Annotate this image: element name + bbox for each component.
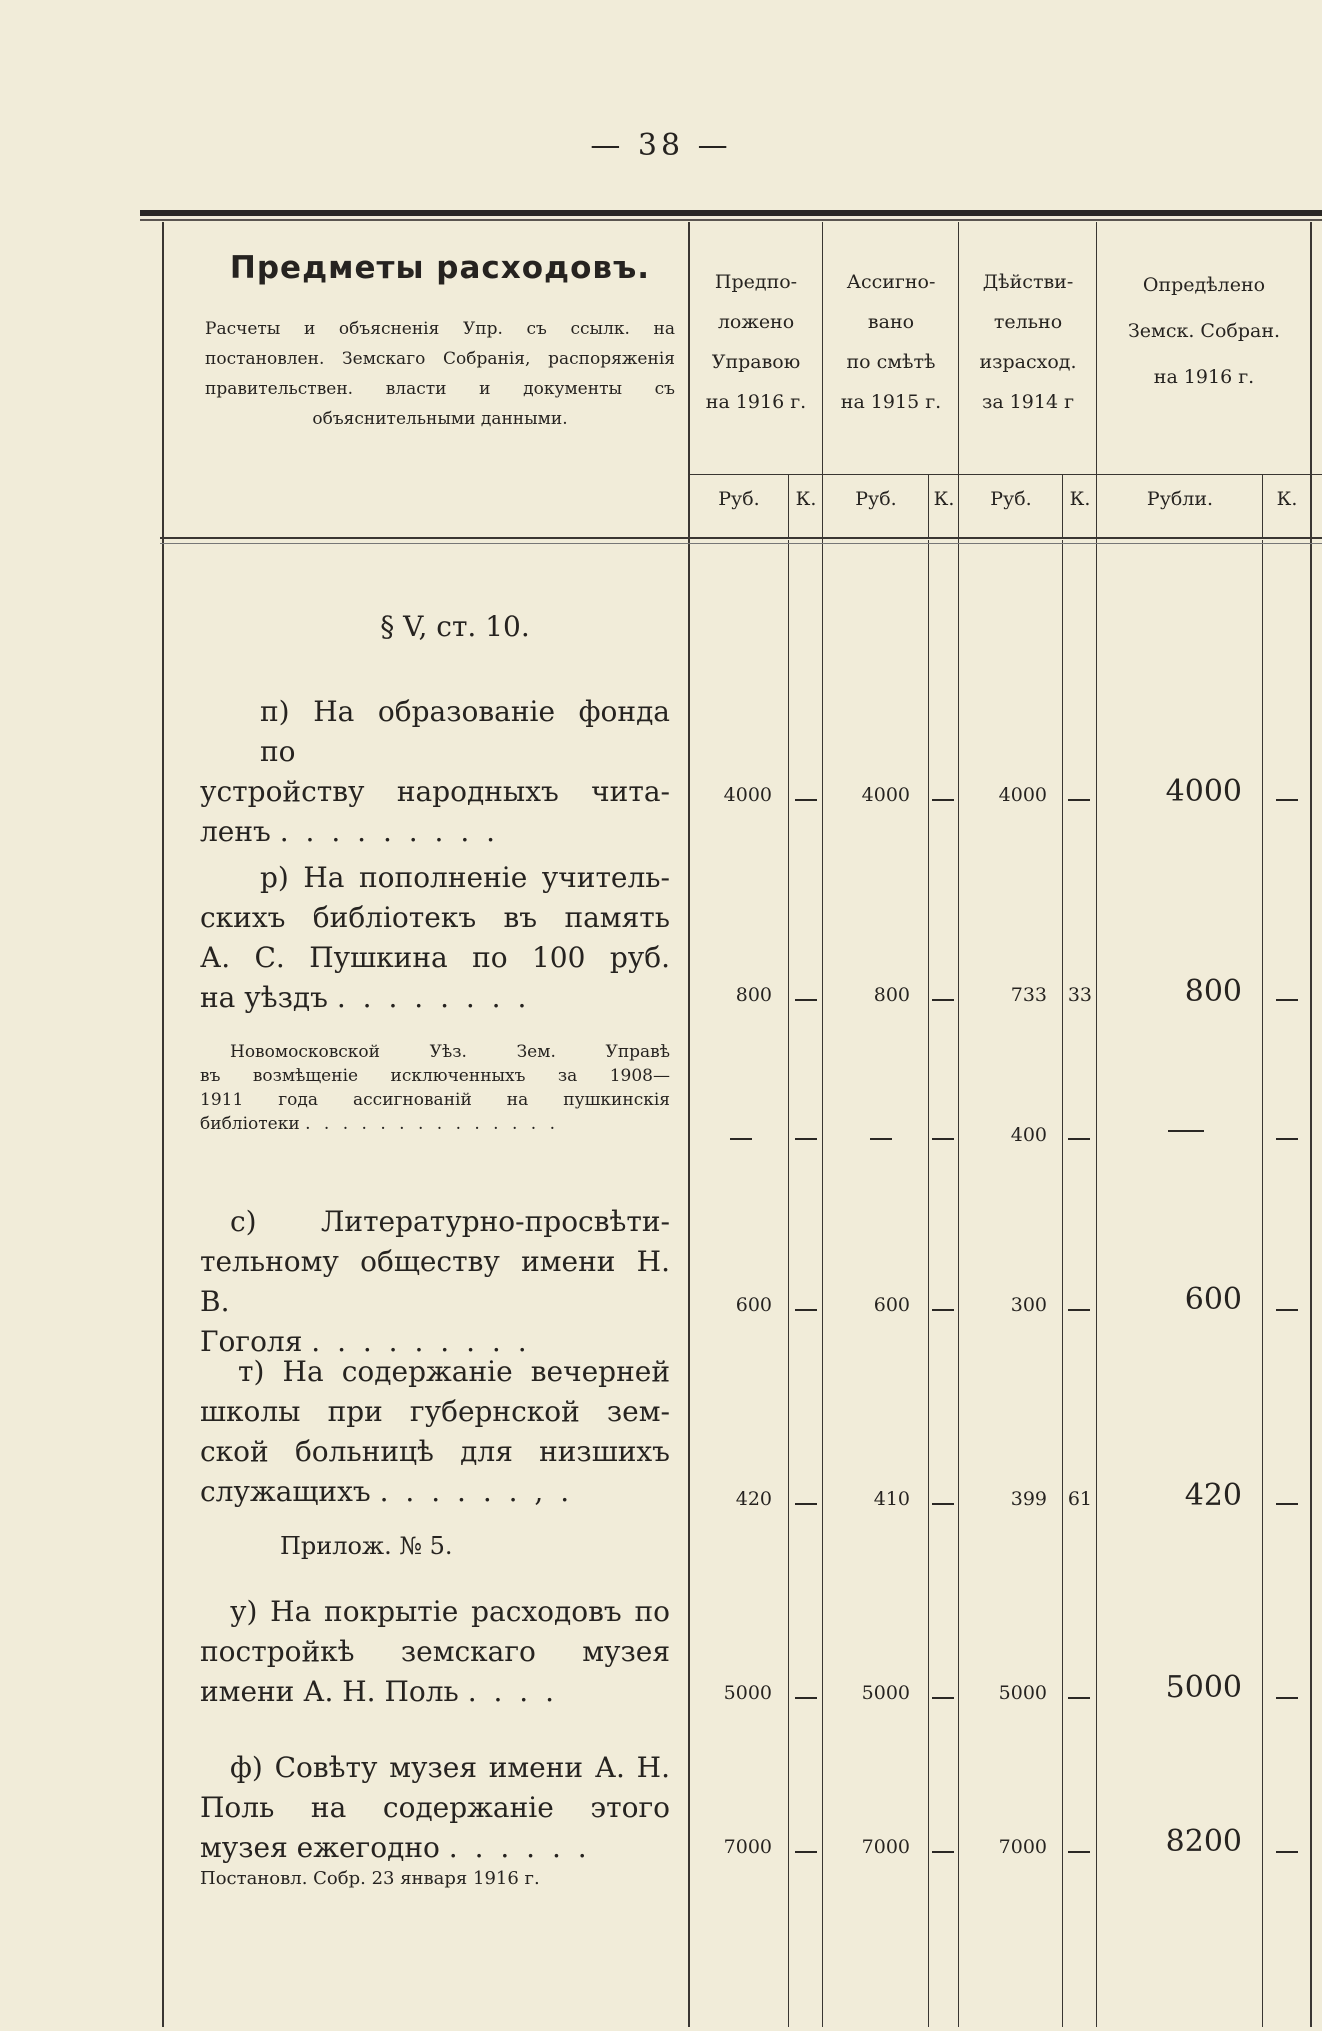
value-proposed: 7000 <box>723 1836 772 1858</box>
dash <box>795 999 817 1001</box>
dash <box>932 1138 954 1140</box>
column-header-decided: Опредѣлено Земск. Собран. на 1916 г. <box>1127 274 1281 388</box>
entry-r: р) На пополненіе учитель- скихъ библіотекъ въ память А. С. Пушкина по 100 руб. на уѣздъ . . . . . . . . <box>200 861 670 1014</box>
column-header-assigned: Ассигно- вано по смѣтѣ на 1915 г. <box>840 271 942 413</box>
dash <box>932 1697 954 1699</box>
units-separator <box>688 474 1322 475</box>
dash <box>795 799 817 801</box>
value-spent: 400 <box>1010 1124 1047 1146</box>
column-divider <box>1262 540 1263 2027</box>
unit-kop: К. <box>1069 488 1091 510</box>
unit-rub: Руб. <box>855 488 897 510</box>
value-assigned: 4000 <box>861 784 910 806</box>
entry-s: с) Литературно-просвѣти- тельному обществу имени Н. В. Гоголя . . . . . . . . . <box>200 1205 670 1358</box>
value-decided: 5000 <box>1165 1670 1242 1705</box>
dash <box>932 999 954 1001</box>
unit-kop: К. <box>795 488 817 510</box>
column-header-spent: Дѣйстви- тельно израсход. за 1914 г <box>979 271 1077 413</box>
dash <box>870 1138 892 1140</box>
resolution-note: Постановл. Собр. 23 января 1916 г. <box>200 1868 540 1889</box>
unit-rubli: Рубли. <box>1146 488 1214 510</box>
column-divider <box>1062 474 1063 538</box>
appendix-note: Прилож. № 5. <box>280 1532 453 1560</box>
table-title: Предметы расходовъ. <box>229 250 651 286</box>
value-proposed: 800 <box>735 984 772 1006</box>
dash <box>932 1503 954 1505</box>
column-divider <box>928 474 929 538</box>
column-divider <box>928 540 929 2027</box>
value-assigned: 800 <box>873 984 910 1006</box>
table-border-right <box>1310 222 1312 2027</box>
dash <box>1276 1697 1298 1699</box>
value-spent: 7000 <box>998 1836 1047 1858</box>
entry-p: п) На образованіе фонда по устройству народныхъ чита- ленъ . . . . . . . . . <box>200 695 670 848</box>
value-spent-kop: 33 <box>1067 984 1092 1006</box>
unit-rub: Руб. <box>990 488 1032 510</box>
dash <box>795 1851 817 1853</box>
dash <box>1276 799 1298 801</box>
value-assigned: 5000 <box>861 1682 910 1704</box>
entry-u: у) На покрытіе расходовъ по постройкѣ земскаго музея имени А. Н. Поль . . . . <box>200 1595 670 1708</box>
top-rule <box>140 210 1322 216</box>
column-divider <box>1096 222 1097 2027</box>
value-spent-kop: 61 <box>1067 1488 1092 1510</box>
dash <box>1276 1138 1298 1140</box>
unit-kop: К. <box>1276 488 1298 510</box>
table-border-left <box>162 222 164 2027</box>
column-divider <box>1062 540 1063 2027</box>
column-divider <box>788 474 789 538</box>
column-divider <box>958 222 959 2027</box>
value-decided: 4000 <box>1165 774 1242 809</box>
dash <box>932 1851 954 1853</box>
dash <box>1276 1503 1298 1505</box>
value-proposed: 5000 <box>723 1682 772 1704</box>
page-number: — 38 — <box>590 128 732 163</box>
column-header-items <box>205 250 675 434</box>
unit-rub: Руб. <box>718 488 760 510</box>
value-spent: 399 <box>1010 1488 1047 1510</box>
column-header-proposed: Предпо- ложено Управою на 1916 г. <box>705 271 807 413</box>
dash <box>932 1309 954 1311</box>
section-heading: § V, ст. 10. <box>380 610 530 643</box>
value-decided: 8200 <box>1165 1824 1242 1859</box>
dash <box>730 1138 752 1140</box>
value-spent: 4000 <box>998 784 1047 806</box>
value-assigned: 7000 <box>861 1836 910 1858</box>
value-decided: 800 <box>1184 974 1242 1009</box>
dash <box>1068 799 1090 801</box>
value-spent: 5000 <box>998 1682 1047 1704</box>
value-proposed: 600 <box>735 1294 772 1316</box>
top-rule-thin <box>140 219 1322 221</box>
dash <box>795 1697 817 1699</box>
dash <box>1168 1130 1204 1132</box>
value-proposed: 420 <box>735 1488 772 1510</box>
dash <box>1276 1851 1298 1853</box>
value-assigned: 600 <box>873 1294 910 1316</box>
header-separator-thin <box>160 543 1322 544</box>
column-divider <box>788 540 789 2027</box>
unit-kop: К. <box>933 488 955 510</box>
entries-column <box>200 610 670 1889</box>
dash <box>932 799 954 801</box>
table-subtitle: Расчеты и объясненія Упр. съ ссылк. на постановлен. Земскаго Собранія, распоряженія правительствен. власти и документы съ объяснительными данными. <box>205 319 675 429</box>
value-decided: 600 <box>1184 1282 1242 1317</box>
value-assigned: 410 <box>873 1488 910 1510</box>
dash <box>795 1138 817 1140</box>
dash <box>795 1309 817 1311</box>
entry-f: ф) Совѣту музея имени А. Н. Поль на содержаніе этого музея ежегодно . . . . . . Постановл. Собр. 23 января 1916 г. <box>200 1751 670 1889</box>
value-proposed: 4000 <box>723 784 772 806</box>
dash <box>1068 1138 1090 1140</box>
dash <box>795 1503 817 1505</box>
entry-note: Новомосковской Уѣз. Зем. Управѣ въ возмѣщеніе исключенныхъ за 1908— 1911 года ассигнованій на пушкинскія библіотеки . . . . . . . . . . . . . . <box>200 1042 670 1134</box>
value-spent: 733 <box>1010 984 1047 1006</box>
value-spent: 300 <box>1010 1294 1047 1316</box>
value-decided: 420 <box>1184 1478 1242 1513</box>
entry-t: т) На содержаніе вечерней школы при губернской зем- ской больницѣ для низшихъ служащихъ . . . . . . , . <box>200 1355 670 1508</box>
dash <box>1068 1851 1090 1853</box>
dash <box>1276 1309 1298 1311</box>
dash <box>1068 1309 1090 1311</box>
column-divider <box>1262 474 1263 538</box>
header-separator <box>160 537 1322 539</box>
dash <box>1068 1697 1090 1699</box>
column-divider <box>822 222 823 2027</box>
dash <box>1276 999 1298 1001</box>
